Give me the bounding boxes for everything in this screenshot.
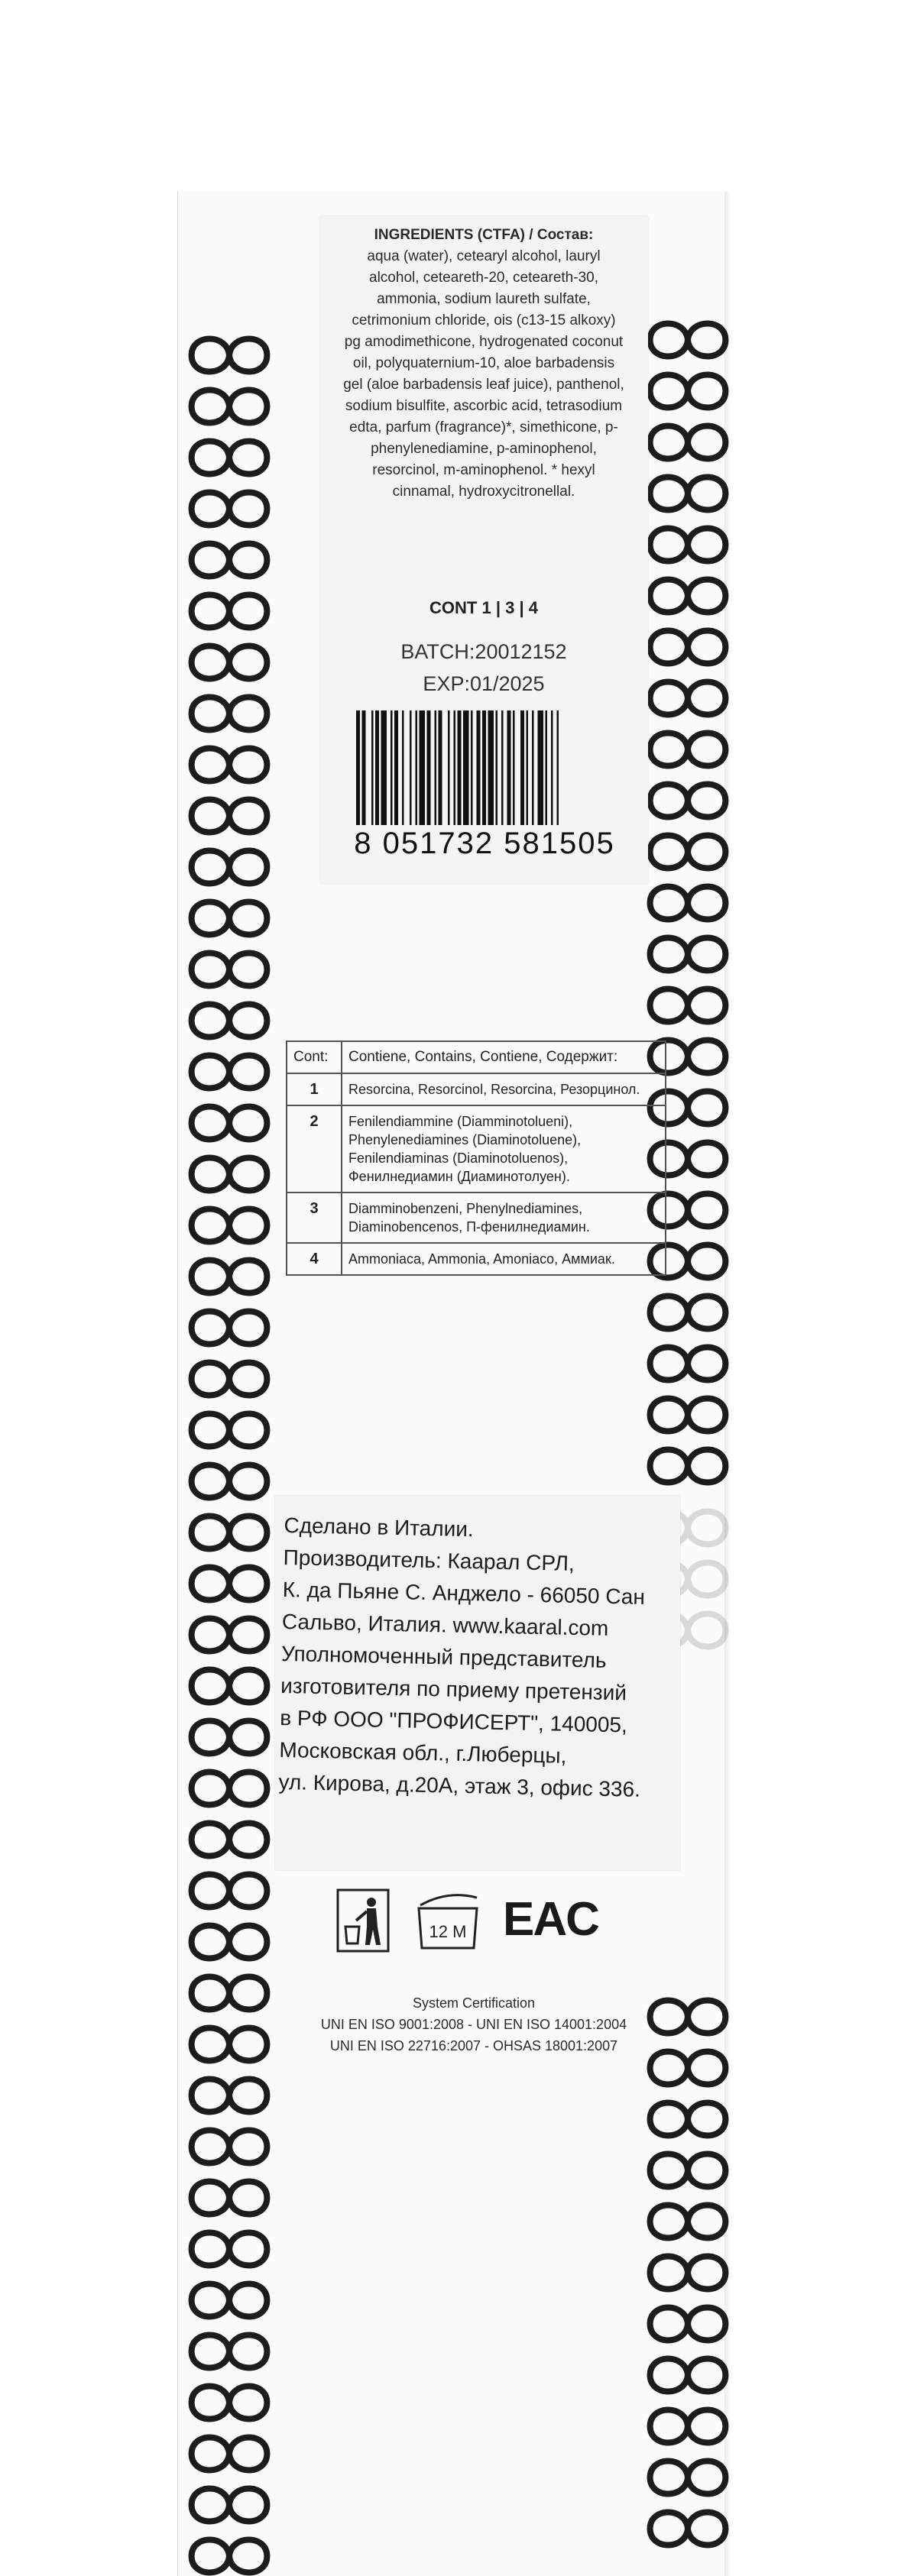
loop-ornament [192, 1875, 267, 1908]
ru-line: Уполномоченный представитель [280, 1641, 607, 1672]
ru-line: изготовителя по приему претензий [280, 1673, 627, 1705]
contains-table [286, 1040, 666, 1276]
russian-sticker-text [278, 1510, 682, 1807]
barcode-bar [435, 710, 437, 825]
barcode-bar [375, 710, 379, 825]
loop-ornament [192, 749, 267, 782]
loop-ornament [192, 2079, 267, 2112]
barcode-bar [402, 710, 404, 825]
barcode-bar [448, 710, 450, 825]
loop-ornament [650, 426, 726, 459]
loop-ornament [650, 477, 726, 510]
loop-ornament [192, 1516, 267, 1549]
barcode-bar [381, 710, 387, 825]
loop-ornament [192, 2284, 267, 2317]
eac-mark: EAC [503, 1893, 598, 1946]
barcode-bar [362, 710, 366, 825]
loop-ornament [650, 1450, 726, 1483]
ru-line: К. да Пьяне С. Анджело - 66050 Сан [282, 1577, 646, 1609]
loop-ornament [192, 1260, 267, 1293]
barcode [350, 710, 619, 863]
loop-ornament [192, 1977, 267, 2010]
barcode-bar [391, 710, 393, 825]
table-header-row [287, 1041, 666, 1073]
loop-ornament [650, 1399, 726, 1432]
certification-block [275, 1992, 673, 2057]
loop-ornament [650, 785, 726, 817]
barcode-bar [546, 710, 548, 825]
barcode-bar [471, 710, 473, 825]
table-row-num: 2 [287, 1105, 342, 1193]
loop-ornament [650, 2359, 726, 2392]
loop-ornament [650, 1348, 726, 1380]
loop-ornament [192, 1619, 267, 1652]
loop-ornament [650, 887, 726, 920]
loop-ornament [192, 2028, 267, 2061]
loop-ornament [650, 2308, 726, 2341]
loop-ornament [192, 2131, 267, 2163]
loop-ornament [650, 631, 726, 664]
barcode-bars [356, 710, 613, 825]
loop-ornament [192, 2182, 267, 2215]
cert-line: UNI EN ISO 9001:2008 - UNI EN ISO 14001:2004 [320, 2017, 627, 2032]
loop-ornament [650, 2257, 726, 2290]
loop-ornament [192, 1005, 267, 1037]
loop-ornament [192, 1824, 267, 1856]
loop-ornament [650, 682, 726, 715]
loop-ornament [192, 2335, 267, 2368]
ru-line: ул. Кирова, д.20А, этаж 3, офис 336. [278, 1769, 641, 1801]
table-row-desc: Diamminobenzeni, Phenylnediamines, Diaminobencenos, П-фенилнедиамин. [342, 1193, 666, 1243]
loop-ornament [650, 1296, 726, 1329]
loop-ornament [192, 2489, 267, 2522]
pao-jar-icon [413, 1892, 483, 1951]
loop-ornament [192, 646, 267, 679]
barcode-bar [557, 710, 559, 825]
loop-ornament [192, 902, 267, 935]
cert-line: UNI EN ISO 22716:2007 - OHSAS 18001:2007 [329, 2038, 618, 2053]
barcode-bar [507, 710, 511, 825]
loop-ornament [192, 1363, 267, 1396]
ru-line: Сальво, Италия. www.kaaral.com [281, 1609, 609, 1640]
loop-ornament [192, 1312, 267, 1345]
ru-line: Производитель: Каарал СРЛ, [283, 1545, 575, 1575]
loop-ornament [650, 2513, 726, 2545]
barcode-bar [482, 710, 486, 825]
table-header-cont: Cont: [287, 1041, 342, 1073]
loop-ornament [650, 529, 726, 561]
barcode-bar [454, 710, 456, 825]
loop-ornament [192, 2540, 267, 2573]
table-row-num: 1 [287, 1073, 342, 1105]
loop-ornament [650, 2205, 726, 2238]
barcode-bar [527, 710, 529, 825]
loop-ornament [192, 1209, 267, 1242]
expiry-date: EXP:01/2025 [423, 672, 545, 695]
loop-ornament [192, 390, 267, 423]
loop-ornament [192, 493, 267, 526]
table-row-desc: Resorcina, Resorcinol, Resorcina, Резорцинол. [342, 1073, 666, 1105]
barcode-bar [538, 710, 544, 825]
loop-ornament [192, 2438, 267, 2471]
pao-label: 12 M [429, 1922, 467, 1941]
barcode-bar [501, 710, 504, 825]
loop-ornament [650, 2103, 726, 2136]
loop-ornament [650, 324, 726, 357]
loop-ornament [650, 989, 726, 1022]
barcode-bar [496, 710, 498, 825]
loop-ornament [192, 697, 267, 730]
barcode-bar [439, 710, 442, 825]
ru-line: Сделано в Италии. [284, 1513, 475, 1542]
ingredients-list: aqua (water), cetearyl alcohol, lauryl alcohol, ceteareth-20, ceteareth-30, ammonia, sodium laureth sulfate, cetrimonium chloride, ois (c13-15 alkoxy) pg amodimethicone, hydrogenated coconut oil, polyquaternium-10, aloe barbadensis gel (aloe barbadensis leaf juice), panthenol, sodium bisulfite, ascorbic acid, tetrasodium edta, parfum (fragrance)*, simethicone, p-phenylenediamine, p-aminophenol, resorcinol, m-aminophenol. * hexyl cinnamal, hydroxycitronellal. [343, 248, 624, 500]
loop-ornament [192, 800, 267, 833]
loop-ornament [650, 2410, 726, 2443]
loop-ornament [192, 595, 267, 628]
loop-ornament [192, 1414, 267, 1447]
table-header-desc: Contiene, Contains, Contiene, Содержит: [342, 1041, 666, 1073]
table-row-desc: Ammoniaca, Ammonia, Amoniaco, Аммиак. [342, 1243, 666, 1275]
barcode-bar [520, 710, 524, 825]
loop-ornament [192, 2233, 267, 2266]
loop-ornament [650, 375, 726, 408]
loop-ornament [192, 1107, 267, 1140]
barcode-bar [420, 710, 426, 825]
loop-ornament [192, 1465, 267, 1498]
loop-ornament [192, 1568, 267, 1600]
loop-ornament [192, 1056, 267, 1089]
loop-ornament [192, 851, 267, 884]
table-row-desc: Fenilendiammine (Diamminotolueni), Phenylenediamines (Diaminotoluene), Fenilendiaminas (Diaminotoluenos), Фенилнедиамин (Диаминотолуен). [342, 1105, 666, 1193]
loop-ornament [192, 1158, 267, 1191]
barcode-bar [551, 710, 553, 825]
barcode-number: 8 051732 581505 [354, 827, 615, 860]
barcode-bar [371, 710, 374, 825]
table-row [287, 1073, 666, 1105]
barcode-bar [488, 710, 494, 825]
loop-ornament [192, 544, 267, 577]
barcode-bar [410, 710, 412, 825]
loop-ornament [650, 2461, 726, 2494]
ingredients-heading: INGREDIENTS (CTFA) / Состав: [374, 227, 594, 243]
barcode-bar [463, 710, 469, 825]
loop-ornament [650, 2154, 726, 2187]
loop-ornament [192, 1721, 267, 1754]
loop-ornament [192, 953, 267, 986]
dispose-in-bin-icon [336, 1888, 390, 1953]
loop-ornament [192, 1926, 267, 1959]
loop-ornament [650, 733, 726, 766]
barcode-bar [458, 710, 462, 825]
cont-line: CONT 1 | 3 | 4 [429, 598, 538, 617]
ru-line: Московская обл., г.Люберцы, [279, 1737, 567, 1768]
table-row-num: 4 [287, 1243, 342, 1275]
loop-ornament [650, 938, 726, 971]
barcode-bar [416, 710, 418, 825]
loop-ornament [192, 442, 267, 474]
barcode-bar [394, 710, 398, 825]
barcode-bar [513, 710, 515, 825]
table-row [287, 1105, 666, 1193]
barcode-bar [477, 710, 481, 825]
packaging-symbols [336, 1884, 596, 1968]
cert-title: System Certification [412, 1995, 536, 2011]
barcode-bar [532, 710, 534, 825]
loop-ornament [650, 580, 726, 613]
ingredients-text [342, 225, 625, 503]
loop-ornament [192, 2387, 267, 2419]
ru-line: в РФ ООО "ПРОФИСЕРТ", 140005, [279, 1705, 628, 1737]
loop-ornament [192, 1772, 267, 1805]
barcode-bar [356, 710, 360, 825]
loop-ornament [650, 836, 726, 869]
loop-ornament [192, 1670, 267, 1703]
loop-ornament [192, 339, 267, 372]
table-row [287, 1193, 666, 1243]
table-row [287, 1243, 666, 1275]
barcode-bar [427, 710, 431, 825]
batch-number: BATCH:20012152 [400, 640, 567, 663]
table-row-num: 3 [287, 1193, 342, 1243]
